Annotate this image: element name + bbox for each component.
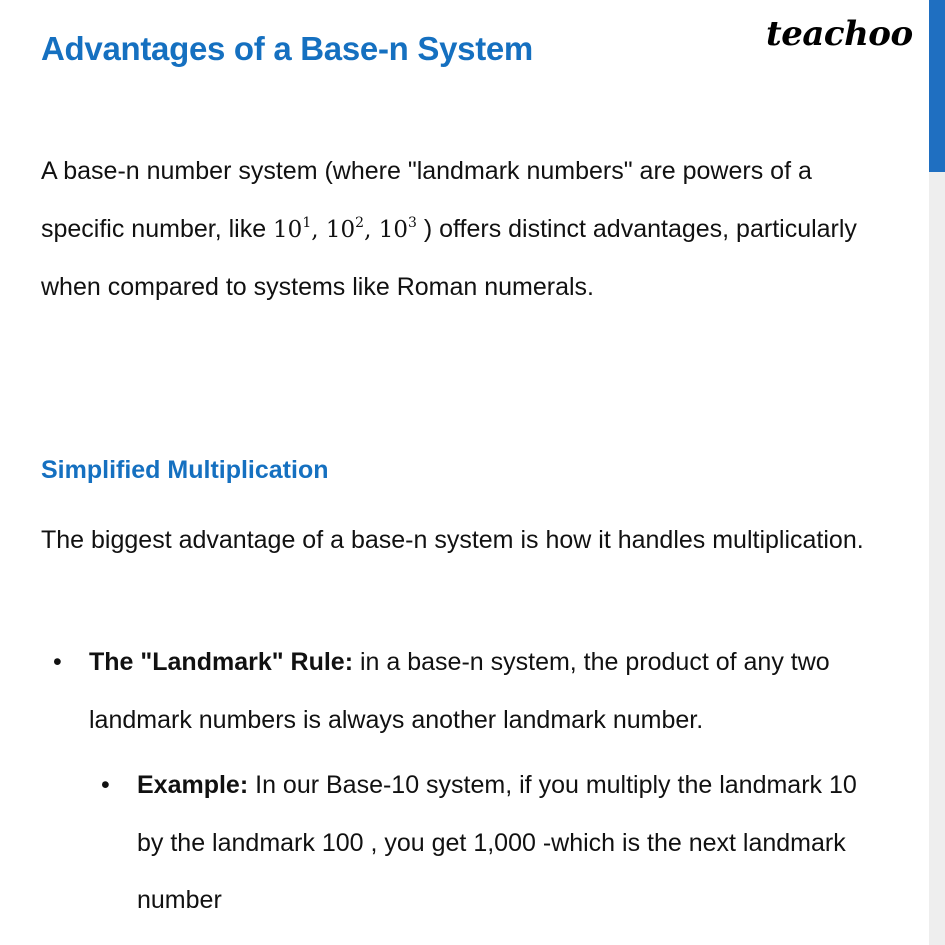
page-title: Advantages of a Base-n System <box>41 30 533 67</box>
section-heading: Simplified Multiplication <box>41 456 329 484</box>
intro-text-after: ) offers distinct advantages, particularly when compared to systems like Roman numerals. <box>41 214 857 301</box>
math-base: 10 <box>378 216 408 243</box>
bullet-dot: • <box>101 771 110 799</box>
math-separator: , <box>311 216 326 243</box>
math-exponent: 3 <box>407 214 417 231</box>
math-exponent: 2 <box>355 214 365 231</box>
bullet-label: The "Landmark" Rule: <box>89 648 354 676</box>
bullet-text: in a base-n system, the product of any two landmark numbers is always another landmark number. <box>89 648 830 734</box>
math-exponent: 1 <box>302 214 312 231</box>
intro-paragraph <box>41 143 901 317</box>
math-base: 10 <box>325 216 356 243</box>
powers-formula <box>273 214 417 243</box>
intro-text-before: A base-n number system (where "landmark numbers" are powers of a specific number, like <box>41 157 812 243</box>
bullet-example <box>137 757 887 930</box>
teachoo-logo: teachoo <box>766 14 913 54</box>
math-base: 10 <box>273 216 303 243</box>
bullet-text: In our Base-10 system, if you multiply the landmark 10 by the landmark 100 , you get 1,000 -which is the next landmark number <box>137 771 857 914</box>
math-separator: , <box>364 216 379 243</box>
bullet-label: Example: <box>137 771 249 799</box>
section-body: The biggest advantage of a base-n system is how it handles multiplication. <box>41 526 864 554</box>
bullet-landmark-rule <box>89 634 899 749</box>
scrollbar-thumb[interactable] <box>929 0 945 172</box>
bullet-dot: • <box>53 648 62 676</box>
